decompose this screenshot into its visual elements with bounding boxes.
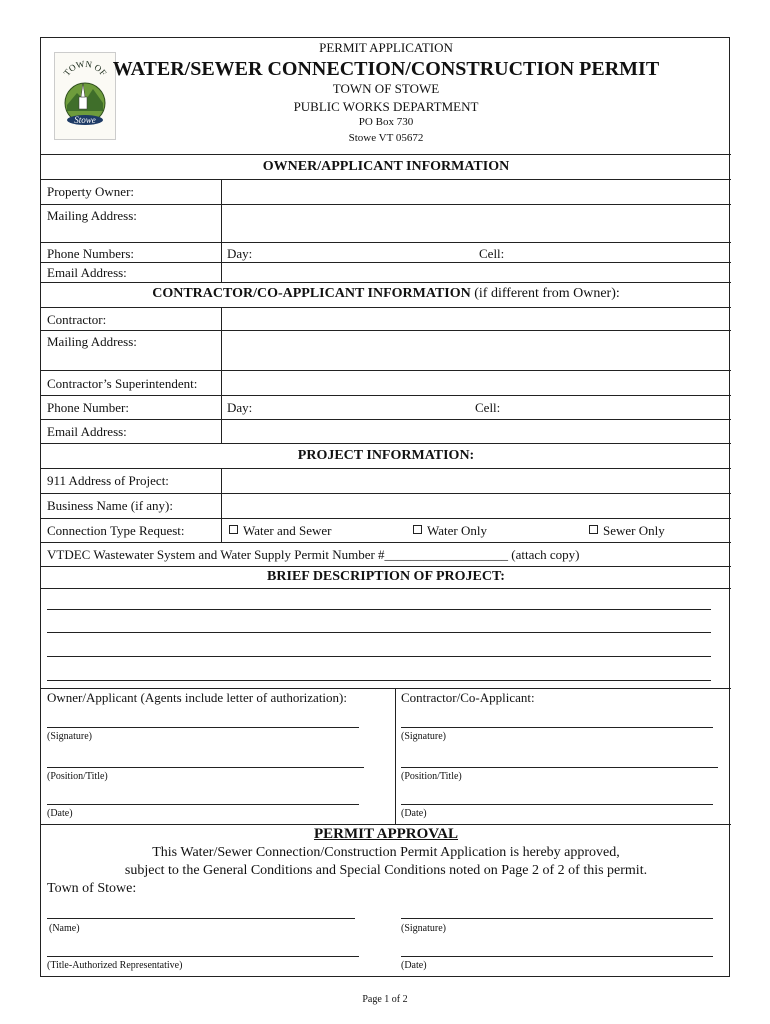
description-heading: BRIEF DESCRIPTION OF PROJECT: <box>267 569 505 584</box>
approval-title-caption: (Title-Authorized Representative) <box>47 960 183 971</box>
permit-kicker: PERMIT APPLICATION <box>319 40 453 55</box>
option-sewer-only[interactable]: Sewer Only <box>589 523 665 539</box>
description-line <box>47 609 711 610</box>
permit-form <box>40 37 730 977</box>
owner-phone-label: Phone Numbers: <box>47 246 135 261</box>
option-water-and-sewer[interactable]: Water and Sewer <box>229 523 331 539</box>
property-owner-label: Property Owner: <box>47 184 135 199</box>
owner-day-label: Day: <box>227 246 253 261</box>
owner-mailing-label: Mailing Address: <box>47 208 137 223</box>
project-section-heading: PROJECT INFORMATION: <box>297 448 475 463</box>
approval-text-line-2: subject to the General Conditions and Special Conditions noted on Page 2 of 2 of this permit. <box>124 863 648 878</box>
permit-title: WATER/SEWER CONNECTION/CONSTRUCTION PERMIT <box>112 58 660 80</box>
page-number: Page 1 of 2 <box>362 994 408 1005</box>
checkbox-icon[interactable] <box>589 525 598 534</box>
contractor-signature-label: Contractor/Co-Applicant: <box>401 690 535 705</box>
vtdec-permit-line: VTDEC Wastewater System and Water Supply Permit Number #___________________ (attach copy) <box>47 547 580 562</box>
contractor-signature-caption: (Signature) <box>401 731 446 742</box>
description-line <box>47 632 711 633</box>
owner-signature-caption: (Signature) <box>47 731 92 742</box>
city-state-zip: Stowe VT 05672 <box>348 132 424 144</box>
contractor-cell-label: Cell: <box>475 400 501 415</box>
description-line <box>47 656 711 657</box>
contractor-label: Contractor: <box>47 312 107 327</box>
checkbox-icon[interactable] <box>229 525 238 534</box>
contractor-section-heading: CONTRACTOR/CO-APPLICANT INFORMATION (if different from Owner): <box>152 286 620 301</box>
project-address-label: 911 Address of Project: <box>47 473 169 488</box>
approval-name-caption: (Name) <box>49 923 80 934</box>
connection-type-label: Connection Type Request: <box>47 523 185 538</box>
contractor-position-caption: (Position/Title) <box>401 771 462 782</box>
contractor-date-caption: (Date) <box>401 808 427 819</box>
approval-text-line-1: This Water/Sewer Connection/Construction Permit Application is hereby approved, <box>152 845 620 860</box>
option-water-only[interactable]: Water Only <box>413 523 487 539</box>
owner-signature-label: Owner/Applicant (Agents include letter of authorization): <box>47 690 347 705</box>
svg-text:Stowe: Stowe <box>74 115 96 125</box>
po-box: PO Box 730 <box>358 116 414 128</box>
contractor-day-label: Day: <box>227 400 253 415</box>
contractor-mailing-label: Mailing Address: <box>47 334 137 349</box>
owner-date-caption: (Date) <box>47 808 73 819</box>
owner-email-label: Email Address: <box>47 265 127 280</box>
owner-cell-label: Cell: <box>479 246 505 261</box>
checkbox-icon[interactable] <box>413 525 422 534</box>
contractor-phone-label: Phone Number: <box>47 400 129 415</box>
approval-heading: PERMIT APPROVAL <box>313 826 459 842</box>
description-line <box>47 680 711 681</box>
contractor-superintendent-label: Contractor’s Superintendent: <box>47 376 198 391</box>
business-name-label: Business Name (if any): <box>47 498 174 513</box>
contractor-email-label: Email Address: <box>47 424 127 439</box>
approval-signature-caption: (Signature) <box>401 923 446 934</box>
approval-date-caption: (Date) <box>401 960 427 971</box>
svg-text:TOWN OF: TOWN OF <box>61 58 109 78</box>
town-name: TOWN OF STOWE <box>332 81 440 96</box>
divider <box>41 154 731 155</box>
owner-section-heading: OWNER/APPLICANT INFORMATION <box>262 159 510 174</box>
department-name: PUBLIC WORKS DEPARTMENT <box>293 99 479 114</box>
owner-position-caption: (Position/Title) <box>47 771 108 782</box>
town-approval-label: Town of Stowe: <box>47 881 137 896</box>
